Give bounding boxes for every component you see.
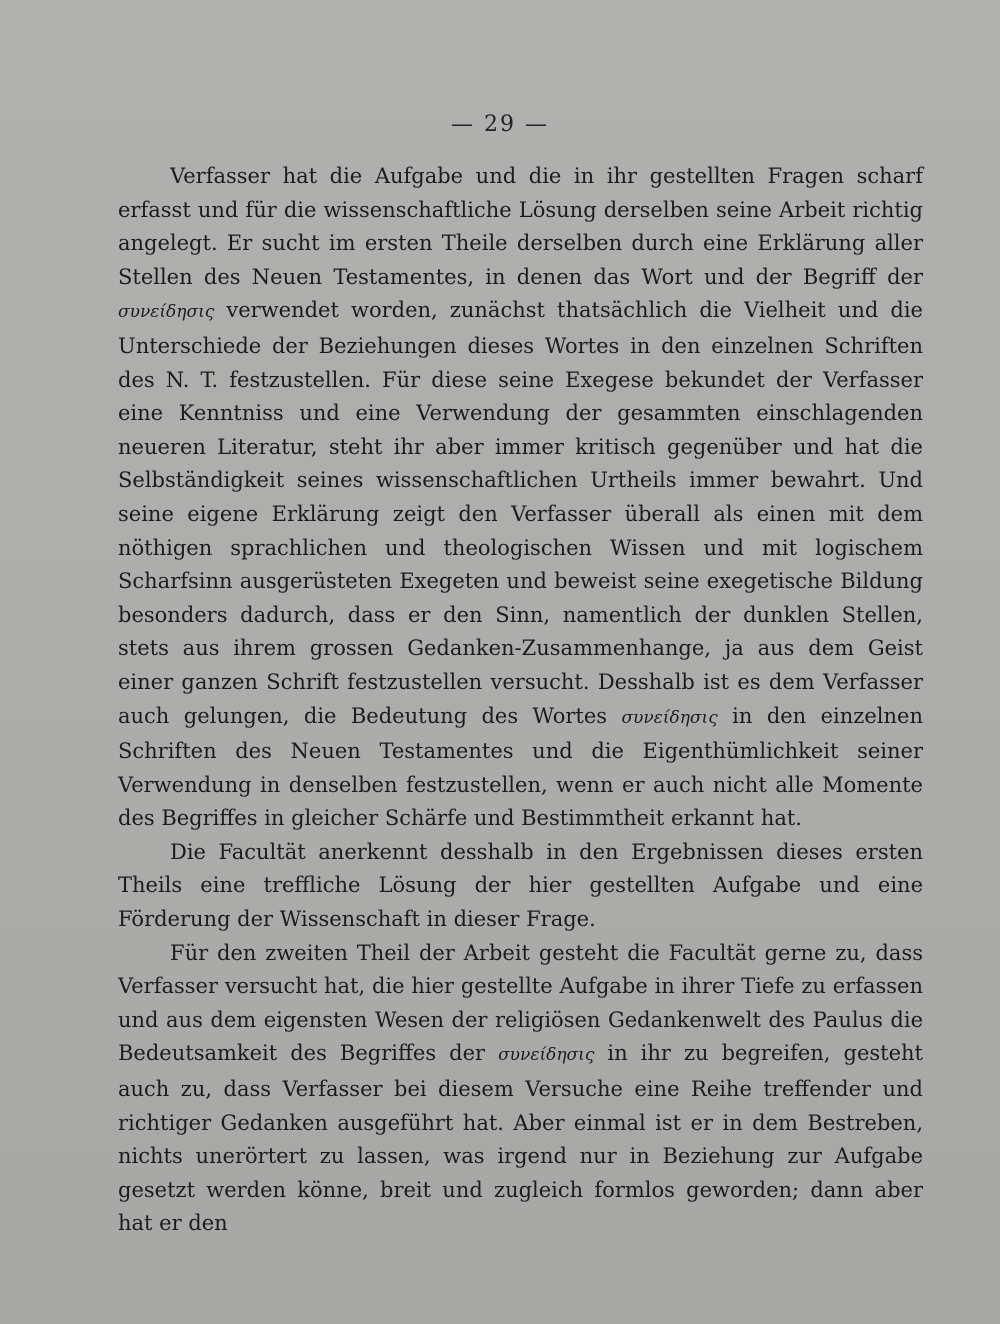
paragraph-3-part-2: in ihr zu begreifen, gesteht auch zu, dass Verfasser bei diesem Versuche eine Reihe treffender und richtiger Gedanken ausgeführt hat. Aber einmal ist er in dem Bestreben, nichts unerörtert zu lassen, was irgend nur in Beziehung zur Aufgabe gesetzt werden könne, breit und zugleich formlos geworden; dann aber hat er den — [118, 1041, 923, 1236]
greek-term-1: συνείδησις — [118, 302, 215, 323]
greek-term-3: συνείδησις — [498, 1045, 595, 1066]
paragraph-1-part-2: verwendet worden, zunächst thatsächlich die Vielheit und die Unterschiede der Beziehungen dieses Wortes in den einzelnen Schriften des N. T. festzustellen. Für diese seine Exegese bekundet der Verfasser eine Kenntniss und eine Verwendung der gesammten einschlagenden neueren Literatur, steht ihr aber immer kritisch gegenüber und hat die Selbständigkeit seines wissenschaftlichen Urtheils immer bewahrt. Und seine eigene Erklärung zeigt den Verfasser überall als einen mit dem nöthigen sprachlichen und theologischen Wissen und mit logischem Scharfsinn ausgerüsteten Exegeten und beweist seine exegetische Bildung besonders dadurch, dass er den Sinn, namentlich der dunklen Stellen, stets aus ihrem grossen Gedanken-Zusammenhange, ja aus dem Geist einer ganzen Schrift festzustellen versucht. Desshalb ist es dem Verfasser auch gelungen, die Bedeutung des Wortes — [118, 298, 923, 728]
paragraph-1-part-3: in den einzelnen Schriften des Neuen Testamentes und die Eigenthümlichkeit seiner Verwendung in denselben festzustellen, wenn er auch nicht alle Momente des Begriffes in gleicher Schärfe und Bestimmtheit erkannt hat. — [118, 703, 923, 831]
paragraph-1 — [118, 160, 923, 836]
paragraph-3 — [118, 937, 923, 1241]
page-number: — 29 — — [451, 112, 549, 137]
paragraph-1-part-1: Verfasser hat die Aufgabe und die in ihr gestellten Fragen scharf erfasst und für die wissenschaftliche Lösung derselben seine Arbeit richtig angelegt. Er sucht im ersten Theile derselben durch eine Erklärung aller Stellen des Neuen Testamentes, in denen das Wort und der Begriff der — [118, 164, 923, 289]
paragraph-2: Die Facultät anerkennt desshalb in den Ergebnissen dieses ersten Theils eine treffliche Lösung der hier gestellten Aufgabe und eine Förderung der Wissenschaft in dieser Frage. — [118, 839, 923, 932]
paragraph-3-part-1: Für den zweiten Theil der Arbeit gesteht die Facultät gerne zu, dass Verfasser versucht hat, die hier gestellte Aufgabe in ihrer Tiefe zu erfassen und aus dem eigensten Wesen der religiösen Gedankenwelt des Paulus die Bedeutsamkeit des Begriffes der — [118, 940, 923, 1066]
greek-term-2: συνείδησις — [621, 707, 718, 728]
body-text — [118, 160, 923, 1241]
